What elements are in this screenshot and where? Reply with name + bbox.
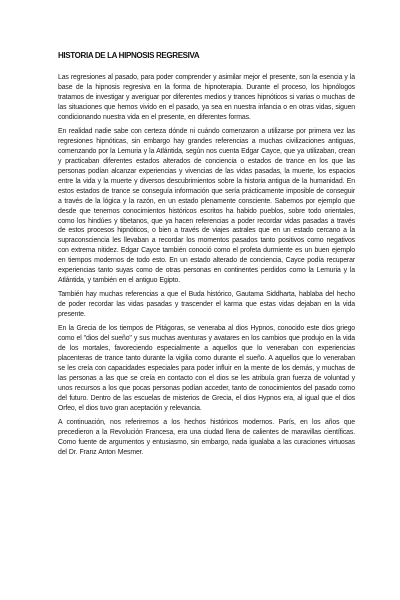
paragraph-buddha: También hay muchas referencias a que el Buda histórico, Gautama Siddharta, hablaba del hecho de poder recordar las vidas pasadas y trascender el karma que estas vidas dejaban en la vida presente. (58, 291, 355, 319)
document-title: HISTORIA DE LA HIPNOSIS REGRESIVA (58, 51, 200, 60)
paragraph-ancient-origins: En realidad nadie sabe con certeza dónde ni cuándo comenzaron a utilizarse por primera vez las regresiones hipnóticas, sin embargo hay grandes referencias a muchas civilizaciones antiguas, comenzando por la Lemuria y la Atlántida, según nos cuenta Edgar Cayce, que ya utilizaban, crean y practicaban diferentes estados alterados de conciencia o estados de trance en los que las personas podían alcanzar experiencias y vivencias de las vidas pasadas, la muerte, los espacios entre la vida y la muerte y diversos descubrimientos sobre la historia antigua de la humanidad. En estos estados de trance se conseguía información que sería prácticamente imposible de conseguir a través de la lógica y la razón, en un estado plenamente consciente. Sabemos por ejemplo que desde que tenemos conocimientos históricos escritos ha habido pueblos, sobre todo orientales, como los hindúes y tibetanos, que ya hacen referencias a poder recordar vidas pasadas a través de estos procesos hipnóticos, o bien a través de viajes astrales que en un estado cercano a la supraconsciencia les llevaban a recordar los momentos pasados tanto positivos como negativos con extrema nitidez. Edgar Cayce también conoció como el profeta durmiente es un buen ejemplo en tiempos modernos de todo esto. En un estado alterado de conciencia, Cayce podía recuperar experiencias tanto suyas como de otras personas en continentes perdidos como la Lemuria y la Atlántida, y también en el antiguo Egipto. (58, 127, 355, 285)
document-body (58, 73, 355, 462)
paragraph-greece-hypnos: En la Grecia de los tiempos de Pitágoras, se veneraba al dios Hypnos, conocido este dios griego como el "dios del sueño" y sus muchas aventuras y avatares en los cambios que produjo en la vida de los mortales, favoreciendo especialmente a aquellos que lo veneraban con experiencias placenteras de trance tanto durante la vigilia como durante el sueño. A aquellos que lo veneraban se les creía con capacidades especiales para poder influir en la mente de los demás, y muchas de las personas a las que se creía en contacto con el dios se les atribuía gran fuerza de voluntad y unos recursos a los que pocas personas podían acceder, tanto de conocimientos del pasado como del futuro. Dentro de las escuelas de misterios de Grecia, el dios Hypnos era, al igual que el dios Orfeo, el dios tuvo gran aceptación y relevancia. (58, 325, 355, 413)
paragraph-modern-history: A continuación, nos referiremos a los hechos históricos modernos. París, en los años que precedieron a la Revolución Francesa, era una ciudad llena de calientes de maravillas científicas. Como fuente de argumentos y entusiasmo, sin embargo, nada igualaba a las curaciones virtuosas del Dr. Franz Anton Mesmer. (58, 419, 355, 457)
paragraph-intro: Las regresiones al pasado, para poder comprender y asimilar mejor el presente, son la esencia y la base de la hipnosis regresiva en la forma de hipnoterapia. Durante el proceso, los hipnólogos tratamos de investigar y averiguar por diferentes medios y trances hipnóticos si varias o muchas de las situaciones que hemos vivido en el pasado, ya sea en nuestra infancia o en otras vidas, siguen condicionando nuestra vida en el presente, en diferentes formas. (58, 74, 355, 121)
